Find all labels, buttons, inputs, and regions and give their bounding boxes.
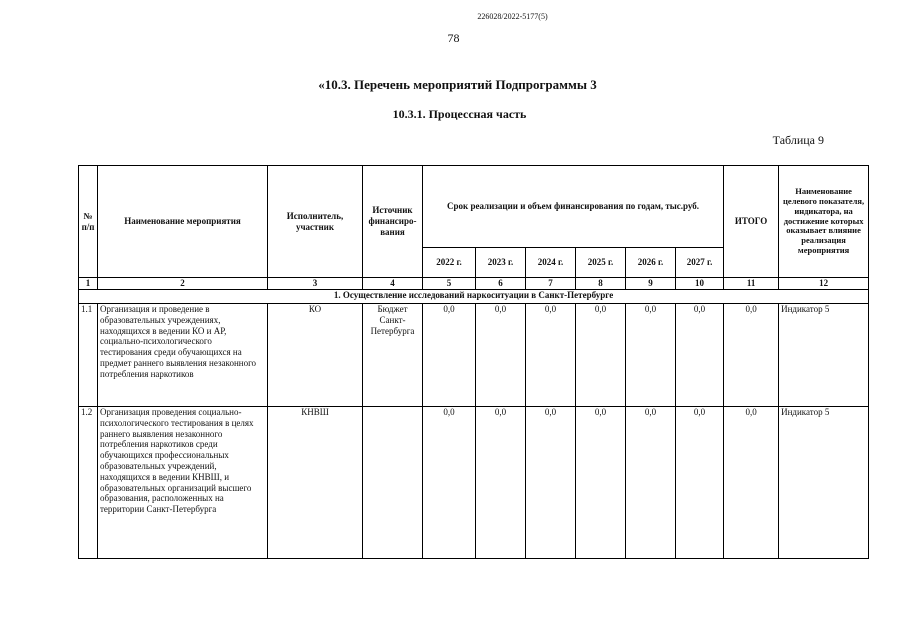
row-year-value: 0,0	[676, 407, 724, 559]
header-total: ИТОГО	[724, 166, 779, 278]
header-source: Источник финансиро-вания	[363, 166, 423, 278]
table-row	[79, 304, 869, 407]
section-title: «10.3. Перечень мероприятий Подпрограммы 3	[318, 77, 597, 92]
column-number: 11	[724, 278, 779, 290]
row-executor: КО	[268, 304, 363, 407]
section-row-title: 1. Осуществление исследований наркоситуации в Санкт-Петербурге	[79, 290, 869, 304]
row-year-value: 0,0	[423, 407, 476, 559]
row-num: 1.1	[79, 304, 98, 407]
header-year: 2026 г.	[626, 248, 676, 278]
column-number: 12	[779, 278, 869, 290]
row-year-value: 0,0	[526, 304, 576, 407]
header-period: Срок реализации и объем финансирования по годам, тыс.руб.	[423, 166, 724, 248]
page-number: 78	[447, 31, 460, 45]
row-num: 1.2	[79, 407, 98, 559]
column-number: 2	[98, 278, 268, 290]
table-row	[79, 407, 869, 559]
row-year-value: 0,0	[626, 407, 676, 559]
row-total: 0,0	[724, 407, 779, 559]
row-total: 0,0	[724, 304, 779, 407]
document-registration-number: 226028/2022-5177(5)	[477, 12, 548, 21]
row-source: Бюджет Санкт-Петербурга	[363, 304, 423, 407]
column-numbers-row	[79, 278, 869, 290]
row-name: Организация и проведение в образовательных учреждениях, находящихся в ведении КО и АР, социально-психологического тестирования среди обучающихся на предмет раннего выявления незаконного потребления наркотиков	[98, 304, 268, 407]
header-year: 2027 г.	[676, 248, 724, 278]
header-year: 2024 г.	[526, 248, 576, 278]
column-number: 8	[576, 278, 626, 290]
header-name: Наименование мероприятия	[98, 166, 268, 278]
row-year-value: 0,0	[676, 304, 724, 407]
column-number: 1	[79, 278, 98, 290]
column-number: 7	[526, 278, 576, 290]
header-year: 2023 г.	[476, 248, 526, 278]
row-year-value: 0,0	[476, 407, 526, 559]
section-row	[79, 290, 869, 304]
row-year-value: 0,0	[526, 407, 576, 559]
subsection-title: 10.3.1. Процессная часть	[392, 107, 527, 121]
row-year-value: 0,0	[476, 304, 526, 407]
row-name: Организация проведения социально-психологического тестирования в целях раннего выявления незаконного потребления наркотиков среди обучающихся профессиональных образовательных учреждений, находящихся в ведении КНВШ, и образовательных организаций высшего образования, расположенных на территории Санкт-Петербурга	[98, 407, 268, 559]
column-number: 3	[268, 278, 363, 290]
measures-table	[78, 165, 869, 559]
column-number: 5	[423, 278, 476, 290]
column-number: 4	[363, 278, 423, 290]
column-number: 9	[626, 278, 676, 290]
column-number: 10	[676, 278, 724, 290]
header-indicator: Наименование целевого показателя, индикатора, на достижение которых оказывает влияние реализация мероприятия	[779, 166, 869, 278]
row-year-value: 0,0	[626, 304, 676, 407]
header-num: № п/п	[79, 166, 98, 278]
row-year-value: 0,0	[576, 304, 626, 407]
table-label: Таблица 9	[772, 133, 824, 147]
row-year-value: 0,0	[576, 407, 626, 559]
row-indicator: Индикатор 5	[779, 304, 869, 407]
row-indicator: Индикатор 5	[779, 407, 869, 559]
row-executor: КНВШ	[268, 407, 363, 559]
header-year: 2022 г.	[423, 248, 476, 278]
row-source	[363, 407, 423, 559]
header-executor: Исполнитель, участник	[268, 166, 363, 278]
row-year-value: 0,0	[423, 304, 476, 407]
header-year: 2025 г.	[576, 248, 626, 278]
column-number: 6	[476, 278, 526, 290]
